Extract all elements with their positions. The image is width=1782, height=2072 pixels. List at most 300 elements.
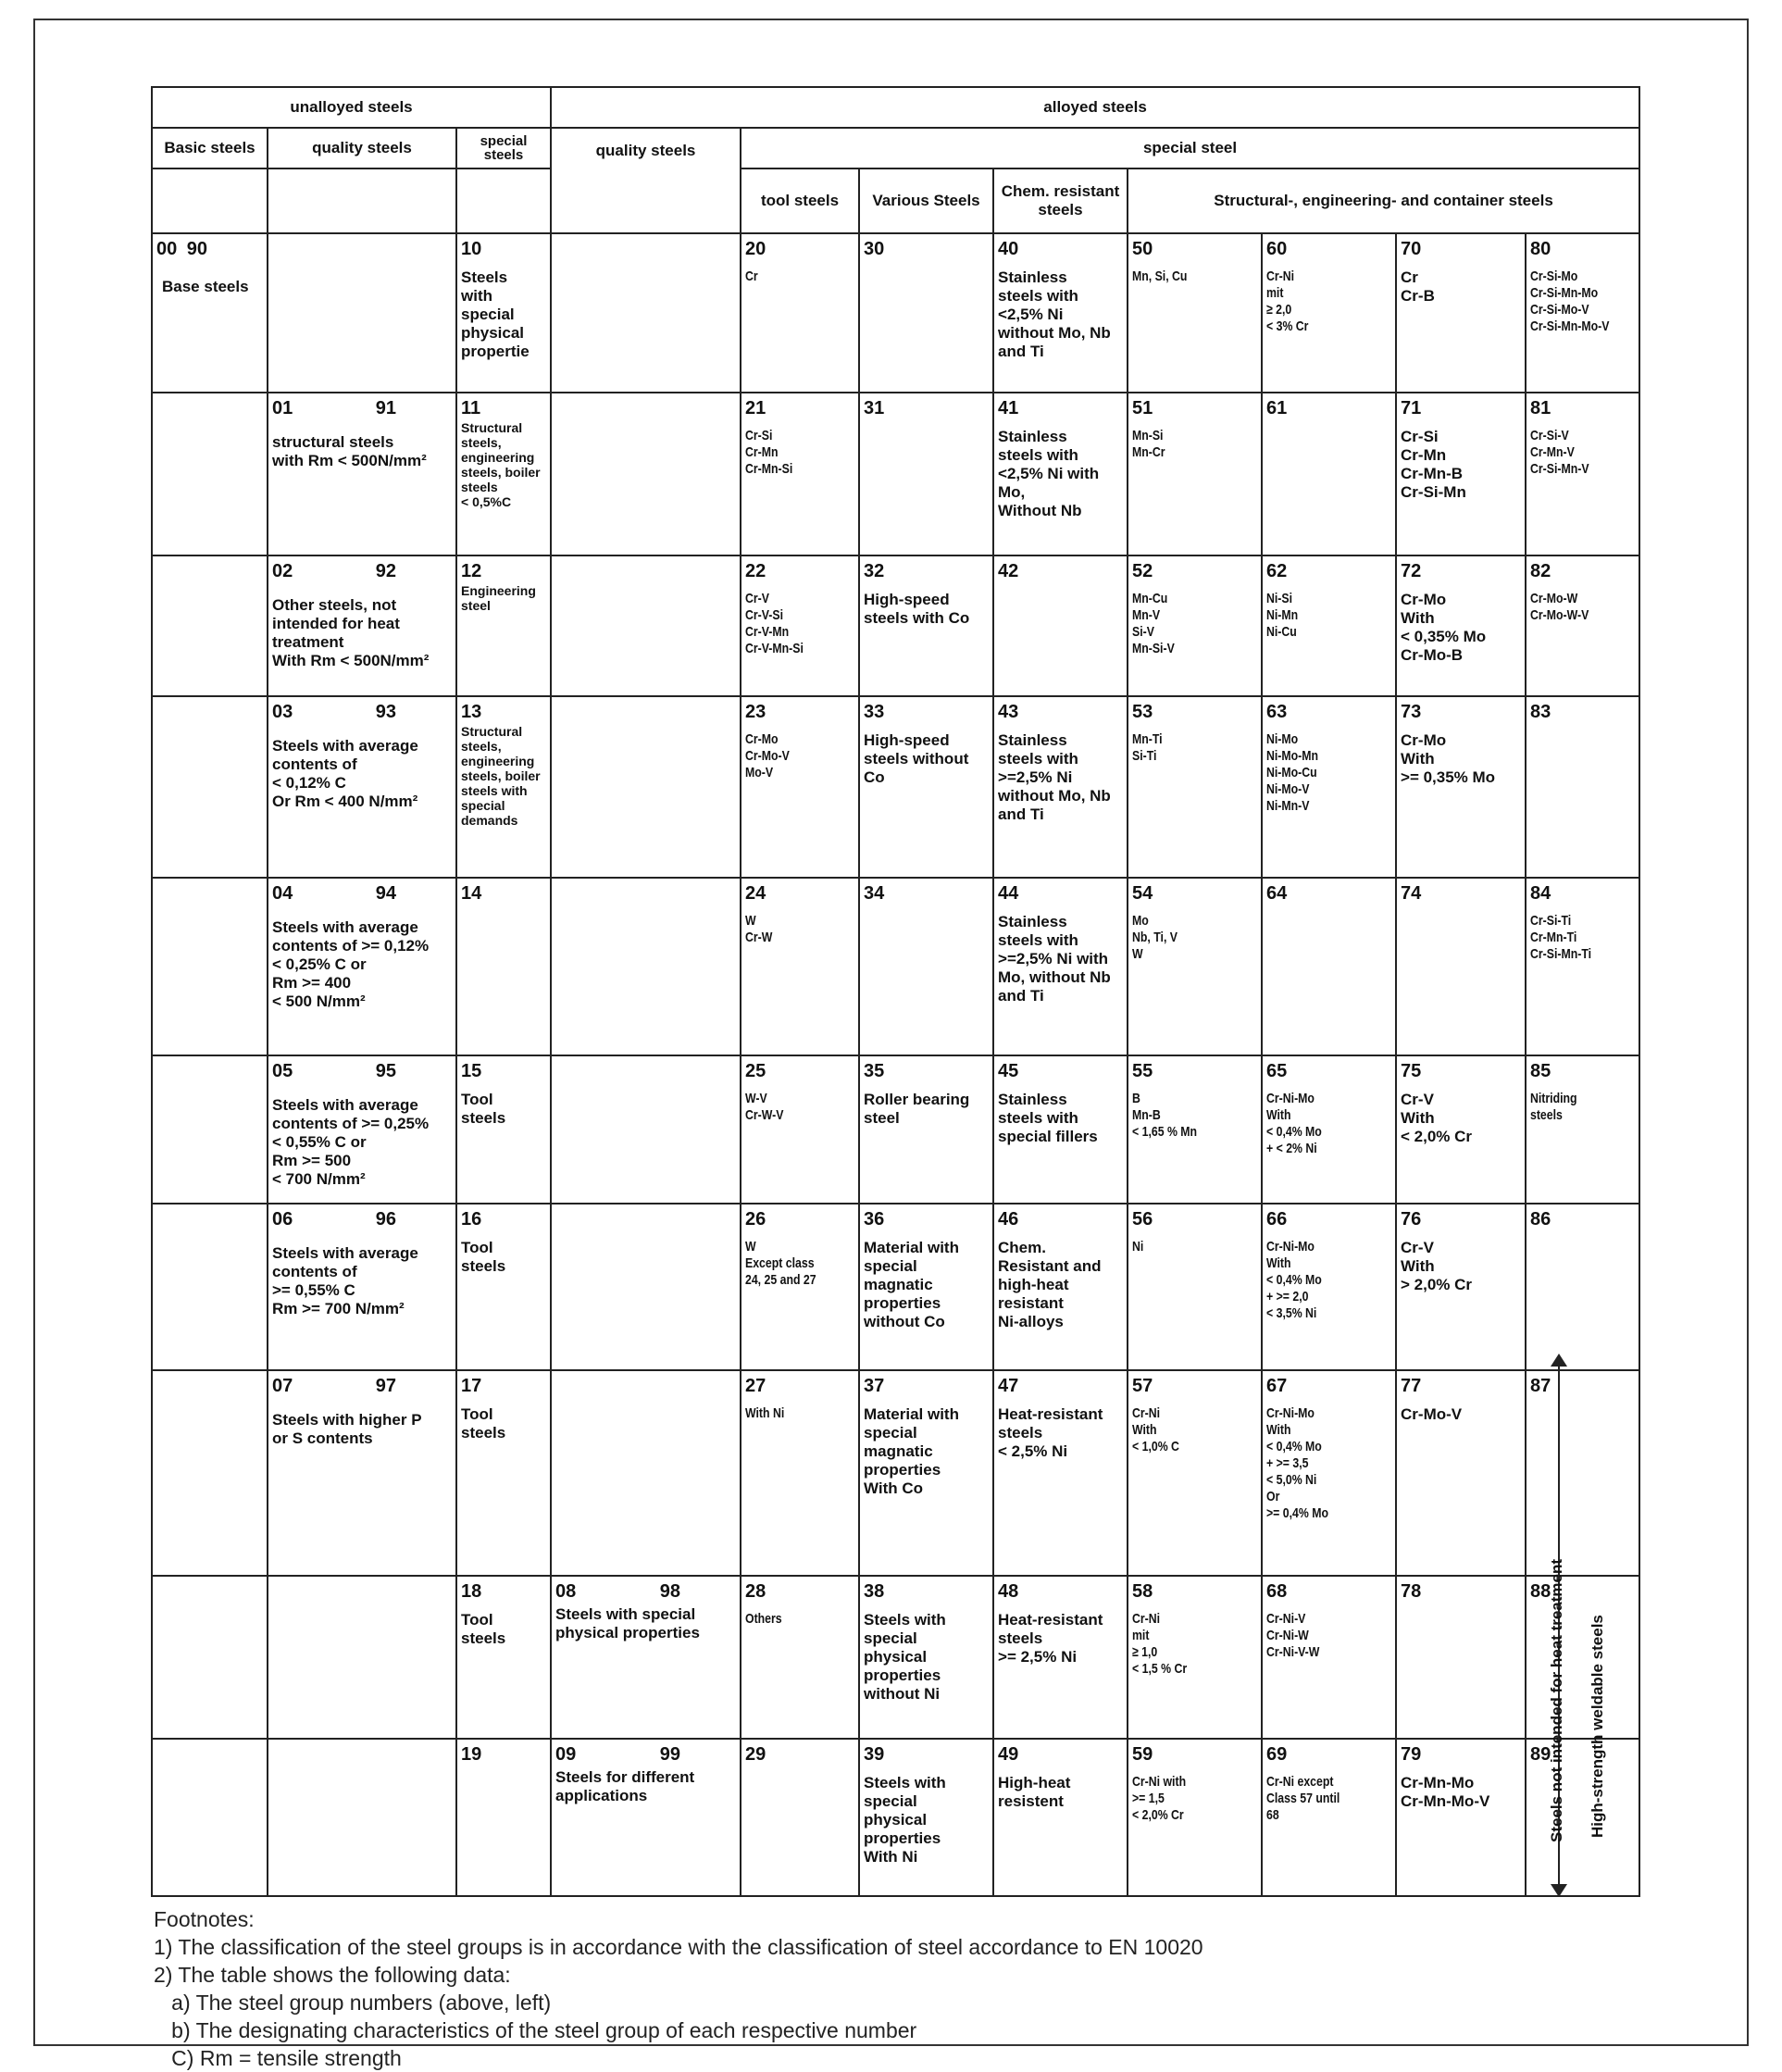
header-special-steel: special steel — [741, 128, 1639, 169]
quality-steels-cell — [268, 1055, 456, 1204]
blank-cell — [152, 1370, 209, 1576]
group-number: 63 — [1266, 702, 1288, 722]
blank-cell — [268, 169, 362, 233]
quality-steels-cell — [268, 1370, 456, 1576]
special-steels-cell — [456, 1204, 551, 1370]
blank-cell — [152, 555, 209, 696]
steel-group-39 — [859, 1739, 993, 1896]
group-number: 67 — [1266, 1376, 1288, 1396]
steel-group-70 — [1396, 233, 1526, 393]
steel-group-text: Cr-Mo-V — [1401, 1405, 1463, 1423]
special-steels-text: Engineering steel — [461, 583, 536, 613]
blank-cell — [551, 1370, 645, 1576]
group-number: 94 — [375, 883, 396, 904]
group-number: 58 — [1132, 1581, 1153, 1602]
quality-steels-numbers — [272, 396, 452, 420]
quality-steels-text: Steels with average contents of < 0,12% C Or Rm < 400 N/mm² — [272, 737, 418, 810]
group-number: 95 — [375, 1061, 396, 1081]
blank-cell — [152, 393, 209, 555]
steel-group-text: Mo Nb, Ti, V W — [1132, 913, 1178, 962]
special-steels-text: Tool steels — [461, 1405, 506, 1442]
side-label-heat-treatment: Steels not intended for heat treatment — [1548, 1558, 1565, 1842]
group-number: 92 — [375, 561, 396, 581]
blank-cell — [551, 696, 645, 878]
steel-group-text: Cr-Mo Cr-Mo-V Mo-V — [745, 731, 790, 780]
steel-group-text: Cr-Ni-Mo With < 0,4% Mo + < 2% Ni — [1266, 1091, 1322, 1156]
steel-group-22 — [741, 555, 859, 696]
footnote-line: a) The steel group numbers (above, left) — [154, 1991, 552, 2015]
steel-group-64 — [1262, 878, 1396, 1055]
group-number: 60 — [1266, 239, 1288, 259]
blank-cell — [209, 169, 268, 233]
steel-group-81 — [1526, 393, 1639, 555]
steel-group-54 — [1128, 878, 1262, 1055]
steel-group-text: Cr-Si-V Cr-Mn-V Cr-Si-Mn-V — [1530, 428, 1589, 477]
steel-group-text: High-heat resistent — [998, 1774, 1071, 1810]
special-steels-cell — [456, 1576, 551, 1739]
quality-steels-text: Steels with average contents of >= 0,12% < 0,25% C or Rm >= 400 < 500 N/mm² — [272, 918, 430, 1010]
blank-cell — [362, 233, 456, 393]
group-number: 54 — [1132, 883, 1153, 904]
steel-group-84 — [1526, 878, 1639, 1055]
group-number: 11 — [461, 398, 481, 418]
footnote-line: 1) The classification of the steel groups is in accordance with the classification of steel accordance to EN 10020 — [154, 1935, 1203, 1959]
group-number: 90 — [186, 239, 207, 259]
group-number: 28 — [745, 1581, 766, 1602]
basic-steels-numbers — [156, 237, 263, 261]
steel-group-85 — [1526, 1055, 1639, 1204]
group-number: 44 — [998, 883, 1019, 904]
blank-cell — [209, 1370, 268, 1576]
steel-group-76 — [1396, 1204, 1526, 1370]
steel-group-text: Mn, Si, Cu — [1132, 268, 1188, 284]
quality-alloyed-cell — [551, 1576, 741, 1739]
steel-group-text: Cr-Si-Mo Cr-Si-Mn-Mo Cr-Si-Mo-V Cr-Si-Mn-Mo-V — [1530, 268, 1610, 334]
steel-group-text: Heat-resistant steels < 2,5% Ni — [998, 1405, 1103, 1460]
blank-cell — [551, 555, 645, 696]
group-number: 57 — [1132, 1376, 1153, 1396]
steel-group-text: Cr-Mn-Mo Cr-Mn-Mo-V — [1401, 1774, 1490, 1810]
blank-cell — [152, 1739, 209, 1896]
group-number: 83 — [1530, 702, 1551, 722]
steel-group-text: W Except class 24, 25 and 27 — [745, 1239, 816, 1288]
special-steels-text: Tool steels — [461, 1239, 506, 1275]
steel-group-text: Cr-Si-Ti Cr-Mn-Ti Cr-Si-Mn-Ti — [1530, 913, 1592, 962]
steel-group-text: Stainless steels with >=2,5% Ni without Mo, Nb and Ti — [998, 731, 1111, 823]
steel-group-89 — [1526, 1739, 1639, 1896]
blank-cell — [209, 1055, 268, 1204]
steel-group-72 — [1396, 555, 1526, 696]
header-chem-resistant: Chem. resistant steels — [993, 169, 1128, 233]
steel-group-text: Cr-Ni with >= 1,5 < 2,0% Cr — [1132, 1774, 1187, 1823]
quality-steels-numbers — [272, 881, 452, 905]
header-special-steels-unalloyed: special steels — [456, 128, 551, 169]
blank-cell — [551, 1055, 645, 1204]
group-number: 07 — [272, 1376, 293, 1396]
steel-group-text: Cr-Si Cr-Mn Cr-Mn-Si — [745, 428, 793, 477]
blank-cell — [645, 555, 741, 696]
group-number: 27 — [745, 1376, 766, 1396]
group-number: 23 — [745, 702, 766, 722]
group-number: 97 — [375, 1376, 396, 1396]
steel-group-43 — [993, 696, 1128, 878]
group-number: 10 — [461, 239, 482, 259]
group-number: 35 — [864, 1061, 885, 1081]
header-quality-steels-unalloyed: quality steels — [268, 128, 456, 169]
steel-group-40 — [993, 233, 1128, 393]
steel-group-47 — [993, 1370, 1128, 1576]
steel-group-88 — [1526, 1576, 1639, 1739]
blank-cell — [268, 1576, 362, 1739]
group-number: 77 — [1401, 1376, 1422, 1396]
special-steels-text: Structural steels, engineering steels, boiler steels with special demands — [461, 724, 541, 828]
steel-group-text: Cr Cr-B — [1401, 268, 1435, 305]
steel-group-63 — [1262, 696, 1396, 878]
group-number: 30 — [864, 239, 885, 259]
group-number: 50 — [1132, 239, 1153, 259]
header-tool-steels: tool steels — [741, 169, 859, 233]
steel-group-table — [151, 86, 1640, 1897]
steel-group-82 — [1526, 555, 1639, 696]
steel-group-text: Steels with special physical properties With Ni — [864, 1774, 946, 1866]
group-number: 66 — [1266, 1209, 1288, 1229]
group-number: 64 — [1266, 883, 1288, 904]
footnote-line: 2) The table shows the following data: — [154, 1963, 511, 1987]
steel-group-35 — [859, 1055, 993, 1204]
group-number: 40 — [998, 239, 1019, 259]
steel-group-text: Stainless steels with >=2,5% Ni with Mo, without Nb and Ti — [998, 913, 1111, 1005]
steel-group-57 — [1128, 1370, 1262, 1576]
header-basic-steels: Basic steels — [152, 128, 268, 169]
steel-group-31 — [859, 393, 993, 555]
footnotes-title: Footnotes: — [154, 1907, 255, 1931]
special-steels-text: Tool steels — [461, 1091, 506, 1127]
group-number: 62 — [1266, 561, 1288, 581]
arrow-down-icon — [1551, 1884, 1567, 1897]
quality-steels-text: Other steels, not intended for heat treatment With Rm < 500N/mm² — [272, 596, 430, 669]
steel-group-75 — [1396, 1055, 1526, 1204]
steel-group-text: Mn-Cu Mn-V Si-V Mn-Si-V — [1132, 591, 1175, 656]
blank-cell — [152, 696, 209, 878]
group-number: 32 — [864, 561, 885, 581]
special-steels-cell — [456, 878, 551, 1055]
steel-group-text: Cr-Mo-W Cr-Mo-W-V — [1530, 591, 1589, 623]
steel-group-text: Stainless steels with <2,5% Ni without Mo, Nb and Ti — [998, 268, 1111, 360]
group-number: 74 — [1401, 883, 1422, 904]
quality-steels-cell — [268, 393, 456, 555]
steel-group-33 — [859, 696, 993, 878]
group-number: 68 — [1266, 1581, 1288, 1602]
group-number: 05 — [272, 1061, 293, 1081]
steel-group-60 — [1262, 233, 1396, 393]
quality-steels-numbers — [272, 559, 452, 583]
steel-group-38 — [859, 1576, 993, 1739]
steel-group-text: Cr — [745, 268, 758, 284]
steel-group-87 — [1526, 1370, 1639, 1576]
blank-cell — [152, 169, 209, 233]
group-number: 25 — [745, 1061, 766, 1081]
steel-group-27 — [741, 1370, 859, 1576]
quality-steels-text: Steels with higher P or S contents — [272, 1411, 422, 1447]
quality-steels-numbers — [272, 1207, 452, 1231]
blank-cell — [152, 1055, 209, 1204]
quality-steels-text: Steels with average contents of >= 0,55% C Rm >= 700 N/mm² — [272, 1244, 418, 1317]
group-number: 69 — [1266, 1744, 1288, 1765]
steel-group-text: High-speed steels with Co — [864, 591, 970, 627]
blank-cell — [209, 878, 268, 1055]
quality-alloyed-numbers — [555, 1579, 736, 1604]
steel-group-text: Cr-Ni mit ≥ 2,0 < 3% Cr — [1266, 268, 1309, 334]
group-number: 70 — [1401, 239, 1422, 259]
steel-group-41 — [993, 393, 1128, 555]
steel-group-text: Nitriding steels — [1530, 1091, 1577, 1123]
group-number: 06 — [272, 1209, 293, 1229]
blank-cell — [645, 1204, 741, 1370]
group-number: 02 — [272, 561, 293, 581]
special-steels-cell — [456, 393, 551, 555]
group-number: 53 — [1132, 702, 1153, 722]
special-steels-cell — [456, 1370, 551, 1576]
steel-group-67 — [1262, 1370, 1396, 1576]
footnotes — [154, 1905, 1616, 2072]
steel-group-text: Stainless steels with special fillers — [998, 1091, 1098, 1145]
steel-group-78 — [1396, 1576, 1526, 1739]
special-steels-cell — [456, 233, 551, 393]
group-number: 81 — [1530, 398, 1551, 418]
group-number: 49 — [998, 1744, 1019, 1765]
steel-group-74 — [1396, 878, 1526, 1055]
group-number: 38 — [864, 1581, 885, 1602]
blank-cell — [152, 1576, 209, 1739]
group-number: 18 — [461, 1581, 482, 1602]
header-unalloyed: unalloyed steels — [152, 87, 551, 128]
group-number: 85 — [1530, 1061, 1551, 1081]
steel-group-29 — [741, 1739, 859, 1896]
steel-group-25 — [741, 1055, 859, 1204]
blank-cell — [645, 878, 741, 1055]
group-number: 87 — [1530, 1376, 1551, 1396]
steel-group-text: W Cr-W — [745, 913, 773, 945]
steel-group-79 — [1396, 1739, 1526, 1896]
quality-steels-numbers — [272, 1374, 452, 1398]
steel-group-62 — [1262, 555, 1396, 696]
blank-cell — [645, 696, 741, 878]
quality-steels-text: Steels with average contents of >= 0,25% < 0,55% C or Rm >= 500 < 700 N/mm² — [272, 1096, 430, 1188]
basic-steels-label: Base steels — [162, 278, 249, 295]
steel-group-52 — [1128, 555, 1262, 696]
blank-cell — [551, 878, 645, 1055]
group-number: 17 — [461, 1376, 482, 1396]
quality-steels-cell — [268, 696, 456, 878]
steel-group-text: Mn-Si Mn-Cr — [1132, 428, 1165, 460]
blank-cell — [209, 1576, 268, 1739]
steel-group-80 — [1526, 233, 1639, 393]
group-number: 03 — [272, 702, 293, 722]
header-alloyed: alloyed steels — [551, 87, 1639, 128]
blank-cell — [209, 1739, 268, 1896]
basic-steels-cell — [152, 233, 268, 393]
group-number: 09 — [555, 1744, 577, 1765]
blank-cell — [645, 393, 741, 555]
group-number: 12 — [461, 561, 482, 581]
steel-group-36 — [859, 1204, 993, 1370]
steel-group-text: Cr-Ni-Mo With < 0,4% Mo + >= 3,5 < 5,0% Ni Or >= 0,4% Mo — [1266, 1405, 1329, 1521]
special-steels-text: Steels with special physical propertie — [461, 268, 530, 360]
group-number: 88 — [1530, 1581, 1551, 1602]
group-number: 04 — [272, 883, 293, 904]
steel-group-text: Ni — [1132, 1239, 1144, 1254]
special-steels-cell — [456, 1055, 551, 1204]
footnote-line: C) Rm = tensile strength — [154, 2046, 402, 2070]
steel-group-73 — [1396, 696, 1526, 878]
steel-group-text: Chem. Resistant and high-heat resistant Ni-alloys — [998, 1239, 1102, 1330]
steel-group-34 — [859, 878, 993, 1055]
quality-alloyed-numbers — [555, 1742, 736, 1766]
special-steels-cell — [456, 1739, 551, 1896]
steel-group-text: Cr-Ni-V Cr-Ni-W Cr-Ni-V-W — [1266, 1611, 1320, 1660]
side-label-weldable: High-strength weldable steels — [1589, 1615, 1606, 1838]
group-number: 36 — [864, 1209, 885, 1229]
group-number: 20 — [745, 239, 766, 259]
group-number: 41 — [998, 398, 1019, 418]
blank-cell — [645, 1370, 741, 1576]
group-number: 80 — [1530, 239, 1551, 259]
quality-steels-numbers — [272, 700, 452, 724]
group-number: 99 — [659, 1744, 681, 1765]
quality-alloyed-text: Steels for different applications — [555, 1768, 695, 1804]
group-number: 84 — [1530, 883, 1551, 904]
group-number: 93 — [375, 702, 396, 722]
blank-cell — [152, 1204, 209, 1370]
group-number: 13 — [461, 702, 482, 722]
header-various-steels: Various Steels — [859, 169, 993, 233]
steel-group-text: Ni-Si Ni-Mn Ni-Cu — [1266, 591, 1299, 640]
steel-group-text: Material with special magnatic properties With Co — [864, 1405, 959, 1497]
steel-group-text: Cr-Ni except Class 57 until 68 — [1266, 1774, 1340, 1823]
steel-group-text: High-speed steels without Co — [864, 731, 969, 786]
blank-cell — [362, 1739, 456, 1896]
group-number: 34 — [864, 883, 885, 904]
steel-group-65 — [1262, 1055, 1396, 1204]
group-number: 96 — [375, 1209, 396, 1229]
blank-cell — [551, 233, 645, 393]
quality-steels-text: structural steels with Rm < 500N/mm² — [272, 433, 427, 469]
steel-group-text: Material with special magnatic properties without Co — [864, 1239, 959, 1330]
steel-group-text: B Mn-B < 1,65 % Mn — [1132, 1091, 1198, 1140]
group-number: 82 — [1530, 561, 1551, 581]
steel-group-24 — [741, 878, 859, 1055]
group-number: 29 — [745, 1744, 766, 1765]
group-number: 79 — [1401, 1744, 1422, 1765]
steel-group-text: Cr-Mo With < 0,35% Mo Cr-Mo-B — [1401, 591, 1487, 664]
steel-group-text: Steels with special physical properties without Ni — [864, 1611, 946, 1703]
group-number: 48 — [998, 1581, 1019, 1602]
blank-cell — [551, 393, 645, 555]
steel-group-text: W-V Cr-W-V — [745, 1091, 784, 1123]
steel-group-text: Others — [745, 1611, 782, 1627]
steel-group-text: Cr-V With < 2,0% Cr — [1401, 1091, 1473, 1145]
blank-cell — [456, 169, 551, 233]
special-steels-cell — [456, 696, 551, 878]
steel-group-56 — [1128, 1204, 1262, 1370]
steel-group-text: Stainless steels with <2,5% Ni with Mo, Without Nb — [998, 428, 1100, 519]
group-number: 71 — [1401, 398, 1422, 418]
steel-group-text: Roller bearing steel — [864, 1091, 970, 1127]
blank-cell — [551, 1204, 645, 1370]
blank-cell — [362, 1576, 456, 1739]
blank-cell — [645, 1055, 741, 1204]
steel-group-text: Mn-Ti Si-Ti — [1132, 731, 1163, 764]
steel-group-49 — [993, 1739, 1128, 1896]
group-number: 73 — [1401, 702, 1422, 722]
steel-group-71 — [1396, 393, 1526, 555]
steel-group-58 — [1128, 1576, 1262, 1739]
group-number: 08 — [555, 1581, 577, 1602]
steel-group-text: Ni-Mo Ni-Mo-Mn Ni-Mo-Cu Ni-Mo-V Ni-Mn-V — [1266, 731, 1319, 814]
steel-group-59 — [1128, 1739, 1262, 1896]
group-number: 16 — [461, 1209, 482, 1229]
group-number: 51 — [1132, 398, 1153, 418]
group-number: 01 — [272, 398, 293, 418]
arrow-up-icon — [1551, 1354, 1567, 1367]
group-number: 72 — [1401, 561, 1422, 581]
group-number: 37 — [864, 1376, 885, 1396]
steel-group-69 — [1262, 1739, 1396, 1896]
quality-steels-cell — [268, 1204, 456, 1370]
special-steels-cell — [456, 555, 551, 696]
steel-group-61 — [1262, 393, 1396, 555]
group-number: 86 — [1530, 1209, 1551, 1229]
steel-group-68 — [1262, 1576, 1396, 1739]
group-number: 43 — [998, 702, 1019, 722]
steel-group-text: Cr-Ni With < 1,0% C — [1132, 1405, 1179, 1454]
group-number: 19 — [461, 1744, 482, 1765]
quality-steels-cell — [268, 555, 456, 696]
steel-group-text: Cr-Mo With >= 0,35% Mo — [1401, 731, 1496, 786]
group-number: 61 — [1266, 398, 1288, 418]
steel-group-21 — [741, 393, 859, 555]
steel-group-37 — [859, 1370, 993, 1576]
group-number: 14 — [461, 883, 482, 904]
group-number: 91 — [375, 398, 396, 418]
steel-group-55 — [1128, 1055, 1262, 1204]
steel-group-20 — [741, 233, 859, 393]
steel-group-50 — [1128, 233, 1262, 393]
steel-group-83 — [1526, 696, 1639, 878]
blank-cell — [152, 878, 209, 1055]
blank-cell — [362, 169, 456, 233]
steel-group-text: Cr-Ni-Mo With < 0,4% Mo + >= 2,0 < 3,5% Ni — [1266, 1239, 1322, 1321]
group-number: 47 — [998, 1376, 1019, 1396]
group-number: 59 — [1132, 1744, 1153, 1765]
steel-group-46 — [993, 1204, 1128, 1370]
steel-group-text: With Ni — [745, 1405, 785, 1421]
steel-group-26 — [741, 1204, 859, 1370]
quality-steels-numbers — [272, 1059, 452, 1083]
group-number: 75 — [1401, 1061, 1422, 1081]
steel-group-77 — [1396, 1370, 1526, 1576]
steel-group-44 — [993, 878, 1128, 1055]
group-number: 26 — [745, 1209, 766, 1229]
group-number: 55 — [1132, 1061, 1153, 1081]
group-number: 89 — [1530, 1744, 1551, 1765]
steel-group-23 — [741, 696, 859, 878]
group-number: 45 — [998, 1061, 1019, 1081]
steel-group-48 — [993, 1576, 1128, 1739]
blank-cell — [645, 233, 741, 393]
steel-group-30 — [859, 233, 993, 393]
group-number: 15 — [461, 1061, 482, 1081]
